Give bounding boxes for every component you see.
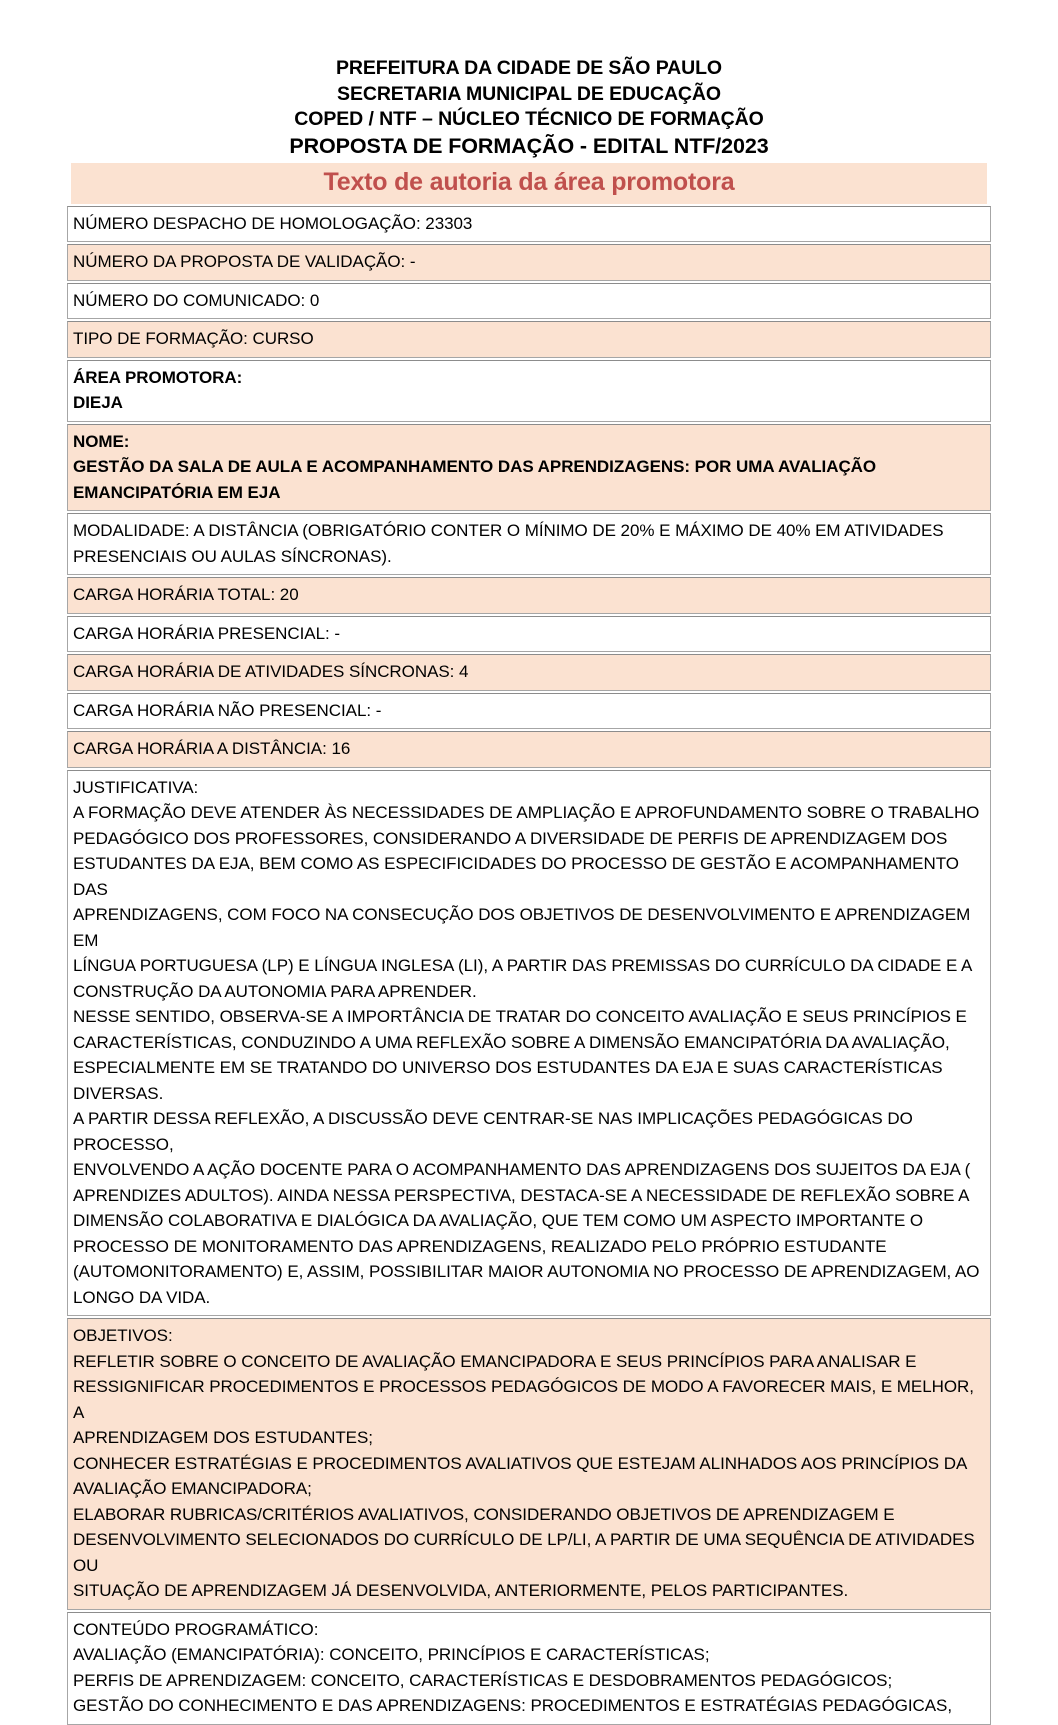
text-line: APRENDIZAGENS, COM FOCO NA CONSECUÇÃO DOS OBJETIVOS DE DESENVOLVIMENTO E APRENDIZAGEM EM (73, 905, 971, 950)
row-numero-proposta-validacao-text: NÚMERO DA PROPOSTA DE VALIDAÇÃO: - (73, 252, 416, 271)
row-objetivos (67, 1318, 991, 1610)
row-conteudo-programatico (67, 1612, 991, 1725)
row-numero-comunicado-text: NÚMERO DO COMUNICADO: 0 (73, 290, 320, 310)
text-line: AVALIAÇÃO (EMANCIPATÓRIA): CONCEITO, PRINCÍPIOS E CARACTERÍSTICAS; (73, 1645, 710, 1664)
row-carga-horaria-nao-presencial (67, 693, 991, 730)
text-line: A PARTIR DESSA REFLEXÃO, A DISCUSSÃO DEVE CENTRAR-SE NAS IMPLICAÇÕES PEDAGÓGICAS DO PROCESSO, (73, 1109, 913, 1154)
text-line: LÍNGUA PORTUGUESA (LP) E LÍNGUA INGLESA (LI), A PARTIR DAS PREMISSAS DO CURRÍCULO DA CIDADE E A (73, 956, 973, 975)
nome-value-line-2: EMANCIPATÓRIA EM EJA (73, 482, 281, 502)
text-line: PROCESSO DE MONITORAMENTO DAS APRENDIZAGENS, REALIZADO PELO PRÓPRIO ESTUDANTE (73, 1236, 887, 1256)
row-carga-horaria-distancia (67, 731, 991, 768)
row-area-promotora (67, 360, 991, 422)
text-line: ESTUDANTES DA EJA, BEM COMO AS ESPECIFICIDADES DO PROCESSO DE GESTÃO E ACOMPANHAMENTO DAS (73, 854, 959, 899)
row-numero-comunicado (67, 283, 991, 320)
text-line: CARACTERÍSTICAS, CONDUZINDO A UMA REFLEXÃO SOBRE A DIMENSÃO EMANCIPATÓRIA DA AVALIAÇÃO, (73, 1032, 950, 1052)
row-carga-horaria-sincronas (67, 654, 991, 691)
text-line: NESSE SENTIDO, OBSERVA-SE A IMPORTÂNCIA DE TRATAR DO CONCEITO AVALIAÇÃO E SEUS PRINCÍPIOS E (73, 1007, 967, 1026)
text-line: (AUTOMONITORAMENTO) E, ASSIM, POSSIBILITAR MAIOR AUTONOMIA NO PROCESSO DE APRENDIZAGEM, AO (73, 1262, 980, 1281)
nome-label: NOME: (73, 431, 130, 451)
header-line-secretaria: SECRETARIA MUNICIPAL DE EDUCAÇÃO (337, 82, 721, 105)
row-carga-horaria-total (67, 577, 991, 614)
text-line: GESTÃO DO CONHECIMENTO E DAS APRENDIZAGENS: PROCEDIMENTOS E ESTRATÉGIAS PEDAGÓGICAS, (73, 1696, 953, 1715)
text-line: CONSTRUÇÃO DA AUTONOMIA PARA APRENDER. (73, 981, 477, 1001)
text-line: AVALIAÇÃO EMANCIPADORA; (73, 1479, 312, 1498)
text-line: REFLETIR SOBRE O CONCEITO DE AVALIAÇÃO EMANCIPADORA E SEUS PRINCÍPIOS PARA ANALISAR E (73, 1351, 917, 1371)
carga-horaria-distancia-text: CARGA HORÁRIA A DISTÂNCIA: 16 (73, 739, 351, 758)
row-tipo-formacao (67, 321, 991, 358)
row-numero-proposta-validacao (67, 244, 991, 281)
text-line: APRENDIZAGEM DOS ESTUDANTES; (73, 1428, 373, 1447)
header-line-prefeitura: PREFEITURA DA CIDADE DE SÃO PAULO (336, 57, 722, 79)
row-modalidade (67, 513, 991, 575)
conteudo-programatico-body (73, 1642, 985, 1719)
carga-horaria-presencial-text: CARGA HORÁRIA PRESENCIAL: - (73, 623, 340, 643)
text-line: PERFIS DE APRENDIZAGEM: CONCEITO, CARACTERÍSTICAS E DESDOBRAMENTOS PEDAGÓGICOS; (73, 1670, 893, 1690)
row-justificativa (67, 770, 991, 1317)
text-line: A FORMAÇÃO DEVE ATENDER ÀS NECESSIDADES DE AMPLIAÇÃO E APROFUNDAMENTO SOBRE O TRABALHO (73, 803, 980, 822)
justificativa-body (73, 800, 985, 1310)
row-carga-horaria-presencial (67, 616, 991, 653)
area-promotora-label: ÁREA PROMOTORA: (73, 367, 243, 387)
text-line: ENVOLVENDO A AÇÃO DOCENTE PARA O ACOMPANHAMENTO DAS APRENDIZAGENS DOS SUJEITOS DA EJA ( (73, 1160, 971, 1179)
text-line: RESSIGNIFICAR PROCEDIMENTOS E PROCESSOS PEDAGÓGICOS DE MODO A FAVORECER MAIS, E MELHOR, A (73, 1377, 974, 1422)
row-nome (67, 424, 991, 512)
justificativa-label: JUSTIFICATIVA: (73, 777, 199, 797)
document-header (0, 0, 1058, 160)
carga-horaria-sincronas-text: CARGA HORÁRIA DE ATIVIDADES SÍNCRONAS: 4 (73, 662, 469, 681)
text-line: CONHECER ESTRATÉGIAS E PROCEDIMENTOS AVALIATIVOS QUE ESTEJAM ALINHADOS AOS PRINCÍPIOS DA (73, 1453, 968, 1473)
text-line: ESPECIALMENTE EM SE TRATANDO DO UNIVERSO DOS ESTUDANTES DA EJA E SUAS CARACTERÍSTICAS DIVERSAS. (73, 1058, 943, 1103)
nome-value-line-1: GESTÃO DA SALA DE AULA E ACOMPANHAMENTO DAS APRENDIZAGENS: POR UMA AVALIAÇÃO (73, 457, 877, 476)
row-tipo-formacao-text: TIPO DE FORMAÇÃO: CURSO (73, 329, 314, 348)
text-line: APRENDIZES ADULTOS). AINDA NESSA PERSPECTIVA, DESTACA-SE A NECESSIDADE DE REFLEXÃO SOBRE A (73, 1185, 970, 1205)
carga-horaria-total-text: CARGA HORÁRIA TOTAL: 20 (73, 585, 299, 604)
objetivos-body (73, 1349, 985, 1604)
text-line: PEDAGÓGICO DOS PROFESSORES, CONSIDERANDO A DIVERSIDADE DE PERFIS DE APRENDIZAGEM DOS (73, 828, 948, 848)
modalidade-line-1: MODALIDADE: A DISTÂNCIA (OBRIGATÓRIO CONTER O MÍNIMO DE 20% E MÁXIMO DE 40% EM ATIVIDADES (73, 521, 944, 540)
header-line-proposta-edital: PROPOSTA DE FORMAÇÃO - EDITAL NTF/2023 (289, 133, 769, 158)
text-line: LONGO DA VIDA. (73, 1287, 211, 1307)
text-line: SITUAÇÃO DE APRENDIZAGEM JÁ DESENVOLVIDA, ANTERIORMENTE, PELOS PARTICIPANTES. (73, 1581, 849, 1600)
conteudo-programatico-label: CONTEÚDO PROGRAMÁTICO: (73, 1619, 319, 1639)
row-numero-despacho (67, 206, 991, 243)
banner-title: Texto de autoria da área promotora (323, 167, 735, 196)
header-line-coped-ntf: COPED / NTF – NÚCLEO TÉCNICO DE FORMAÇÃO (294, 108, 764, 130)
objetivos-label: OBJETIVOS: (73, 1326, 173, 1345)
banner-texto-autoria (71, 163, 987, 204)
text-line: ELABORAR RUBRICAS/CRITÉRIOS AVALIATIVOS, CONSIDERANDO OBJETIVOS DE APRENDIZAGEM E (73, 1504, 895, 1524)
row-numero-despacho-text: NÚMERO DESPACHO DE HOMOLOGAÇÃO: 23303 (73, 213, 473, 233)
text-line: DIMENSÃO COLABORATIVA E DIALÓGICA DA AVALIAÇÃO, QUE TEM COMO UM ASPECTO IMPORTANTE O (73, 1211, 924, 1230)
carga-horaria-nao-presencial-text: CARGA HORÁRIA NÃO PRESENCIAL: - (73, 700, 382, 720)
area-promotora-value: DIEJA (73, 393, 123, 412)
modalidade-line-2: PRESENCIAIS OU AULAS SÍNCRONAS). (73, 546, 392, 566)
text-line: DESENVOLVIMENTO SELECIONADOS DO CURRÍCULO DE LP/LI, A PARTIR DE UMA SEQUÊNCIA DE ATIVIDADES OU (73, 1530, 975, 1575)
